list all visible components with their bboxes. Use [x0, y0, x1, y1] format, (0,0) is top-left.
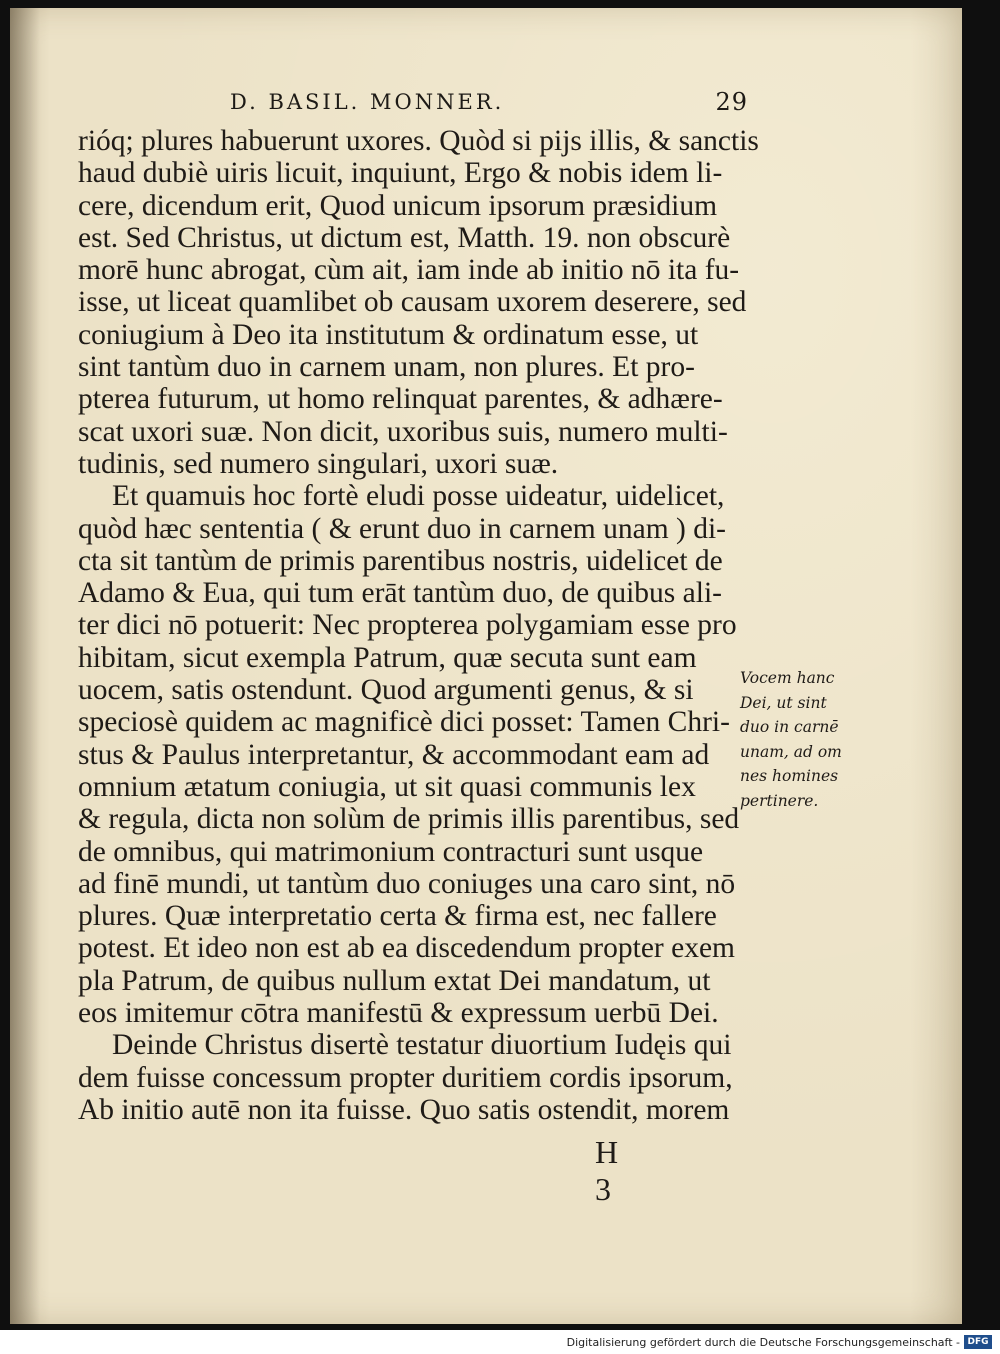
text-line: cta sit tantùm de primis parentibus nostris, uidelicet de — [78, 544, 723, 577]
text-line: morē hunc abrogat, cùm ait, iam inde ab initio nō ita fu- — [78, 254, 740, 287]
dfg-logo-icon: DFG — [964, 1335, 992, 1349]
text-line: & regula, dicta non solùm de primis illis parentibus, sed — [78, 803, 740, 836]
marginal-note-line: duo in carnē — [740, 718, 839, 737]
text-line: haud dubiè uiris licuit, inquiunt, Ergo & nobis idem li- — [78, 157, 723, 190]
text-line: isse, ut liceat quamlibet ob causam uxorem deserere, sed — [78, 286, 747, 319]
text-line: hibitam, sicut exempla Patrum, quæ secuta sunt eam — [78, 641, 697, 674]
text-line: plures. Quæ interpretatio certa & firma est, nec fallere — [78, 900, 717, 933]
text-line: de omnibus, qui matrimonium contracturi sunt usque — [78, 835, 704, 868]
text-line: sint tantùm duo in carnem unam, non plures. Et pro- — [78, 351, 695, 384]
marginal-note-line: pertinere. — [740, 791, 819, 810]
page-number: 29 — [715, 88, 748, 116]
paragraph-start-line: Et quamuis hoc fortè eludi posse uideatur, uidelicet, — [112, 480, 725, 513]
text-line: dem fuisse concessum propter duritiem cordis ipsorum, — [78, 1061, 733, 1094]
footer-bar — [0, 1330, 1000, 1354]
text-line: quòd hæc sententia ( & erunt duo in carnem unam ) di- — [78, 512, 727, 545]
text-line: est. Sed Christus, ut dictum est, Matth. 19. non obscurè — [78, 221, 731, 254]
digitization-credit: Digitalisierung gefördert durch die Deutsche Forschungsgemeinschaft - — [566, 1336, 960, 1349]
text-line: speciosè quidem ac magnificè dici posset: Tamen Chri- — [78, 706, 730, 739]
marginal-note — [740, 666, 880, 814]
text-line: omnium ætatum coniugia, ut sit quasi communis lex — [78, 770, 696, 803]
text-line: Ab initio autē non ita fuisse. Quo satis ostendit, morem — [78, 1093, 730, 1126]
page-header — [228, 84, 748, 124]
text-line: pterea futurum, ut homo relinquat parentes, & adhære- — [78, 383, 723, 416]
text-line: pla Patrum, de quibus nullum extat Dei mandatum, ut — [78, 964, 711, 997]
text-line: Adamo & Eua, qui tum erāt tantùm duo, de quibus ali- — [78, 577, 722, 610]
body-text — [78, 125, 759, 1126]
text-line: coniugium à Deo ita institutum & ordinatum esse, ut — [78, 318, 699, 351]
text-line: potest. Et ideo non est ab ea discedendum propter exem — [78, 932, 735, 965]
text-line: scat uxori suæ. Non dicit, uxoribus suis, numero multi- — [78, 415, 728, 448]
marginal-note-line: Vocem hanc — [740, 669, 835, 687]
text-line: ter dici nō potuerit: Nec propterea polygamiam esse pro — [78, 609, 737, 642]
paragraph-start-line: Deinde Christus disertè testatur diuortium Iudęis qui — [112, 1029, 732, 1062]
marginal-note-line: Dei, ut sint — [740, 693, 827, 712]
text-line: tudinis, sed numero singulari, uxori suæ. — [78, 447, 559, 480]
marginal-note-line: nes homines — [740, 767, 839, 786]
text-line: cere, dicendum erit, Quod unicum ipsorum præsidium — [78, 189, 718, 222]
running-head: D. BASIL. MONNER. — [230, 90, 505, 114]
text-line: uocem, satis ostendunt. Quod argumenti genus, & si — [78, 674, 694, 707]
marginal-note-line: unam, ad om — [740, 742, 842, 761]
signature-mark: H 3 — [595, 1134, 645, 1207]
text-line: ad finē mundi, ut tantùm duo coniuges una caro sint, nō — [78, 867, 736, 900]
text-line: eos imitemur cōtra manifestū & expressum uerbū Dei. — [78, 997, 719, 1030]
text-line: rióq; plures habuerunt uxores. Quòd si pijs illis, & sanctis — [78, 125, 759, 157]
text-line: stus & Paulus interpretantur, & accommodant eam ad — [78, 738, 710, 771]
page-gutter-shadow — [10, 8, 40, 1324]
